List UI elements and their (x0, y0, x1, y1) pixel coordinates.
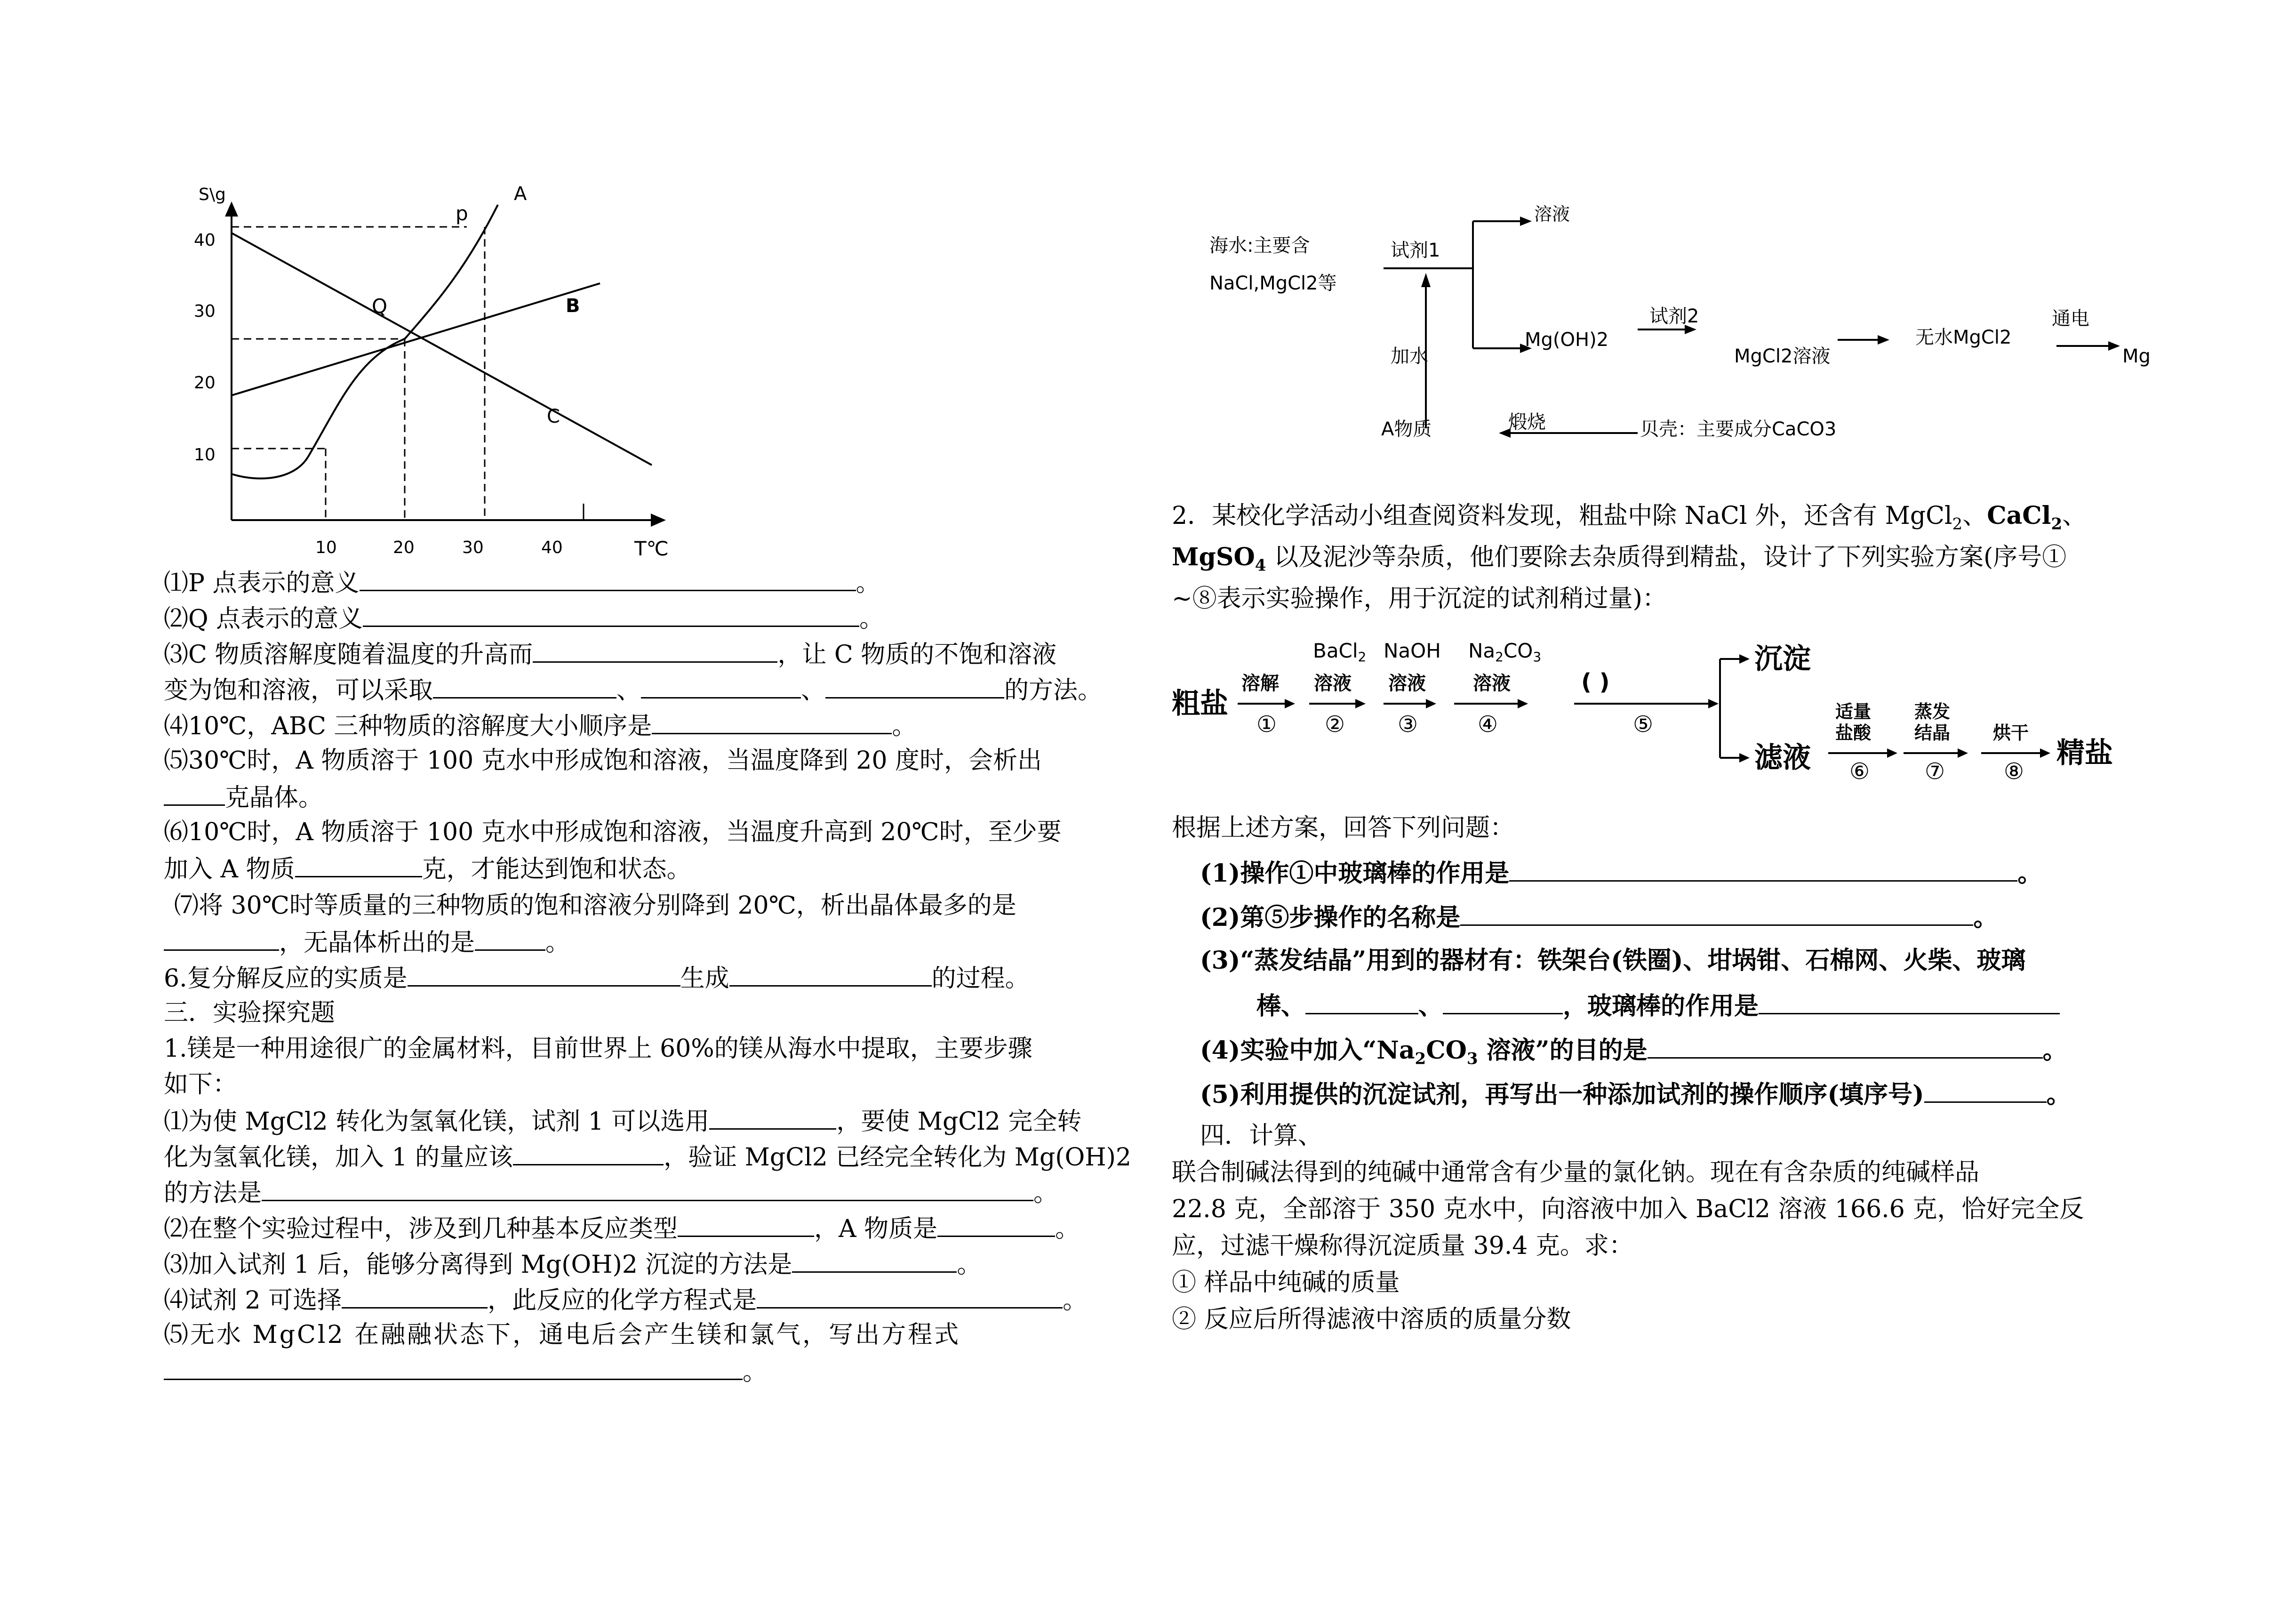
hcl-label-1: 适量 (1835, 701, 1872, 722)
curve-a-label: A (514, 183, 527, 205)
add-water-label: 加水 (1391, 345, 1428, 367)
hcl-label-2: 盐酸 (1835, 723, 1872, 743)
electrolysis-label: 通电 (2052, 308, 2089, 329)
a2-answer-blank[interactable] (1460, 898, 1973, 926)
bacl2-label: BaCl2 (1313, 639, 1367, 665)
q1-answer-blank[interactable] (360, 563, 856, 591)
mg-label: Mg (2122, 345, 2151, 367)
y-axis-label: S\g (199, 185, 226, 204)
q2-intro-text: 2．某校化学活动小组查阅资料发现，粗盐中除 NaCl 外，还含有 MgCl (1172, 502, 1952, 530)
naoh-label: NaOH (1384, 639, 1441, 662)
p3-answer-blank[interactable] (792, 1245, 957, 1273)
a-substance-label: A物质 (1381, 418, 1432, 440)
a3-equipment2-blank[interactable] (1443, 987, 1563, 1014)
q3-method2-blank[interactable] (641, 671, 801, 699)
calc-text-2: 22.8 克，全部溶于 350 克水中，向溶液中加入 BaCl2 溶液 166.6 克，恰好完全反 (1172, 1195, 2084, 1223)
q3-method1-blank[interactable] (433, 671, 616, 699)
q5-text: ⑸30℃时，A 物质溶于 100 克水中形成饱和溶液，当温度降到 20 度时，会析出 (164, 747, 1042, 775)
x-axis-label: T℃ (634, 537, 669, 560)
filtrate-label: 滤液 (1754, 741, 1811, 774)
refined-salt-label: 精盐 (2056, 737, 2113, 770)
y-tick-20: 20 (194, 373, 216, 393)
mgcl2-solution-label: MgCl2溶液 (1734, 345, 1831, 367)
q7-most-blank[interactable] (164, 923, 279, 951)
a5-answer-blank[interactable] (1924, 1075, 2047, 1103)
p2-types-blank[interactable] (678, 1209, 814, 1237)
p2-text: ⑵在整个实验过程中，涉及到几种基本反应类型 (164, 1215, 678, 1243)
answers-intro: 根据上述方案，回答下列问题： (1172, 814, 1515, 842)
evaporate-label-2: 结晶 (1914, 723, 1951, 743)
q4-answer-blank[interactable] (652, 707, 892, 734)
calc-text-3: 应，过滤干燥称得沉淀质量 39.4 克。求： (1172, 1232, 1633, 1260)
curve-b-label: B (566, 295, 580, 317)
q5-answer-blank[interactable] (164, 778, 225, 806)
mg-extraction-flowchart (1205, 188, 2184, 452)
crude-salt-label: 粗盐 (1172, 687, 1228, 720)
p1-method-blank[interactable] (262, 1173, 1033, 1201)
p4-equation-blank[interactable] (757, 1281, 1063, 1309)
step-4-number: ④ (1478, 711, 1498, 738)
step-5-number: ⑤ (1633, 711, 1654, 738)
curve-c (232, 233, 652, 465)
step-8-number: ⑧ (2004, 758, 2024, 785)
p5-equation-blank[interactable] (164, 1352, 743, 1380)
p5-text: ⑸无水 MgCl2 在融融状态下，通电后会产生镁和氯气，写出方程式 (164, 1321, 961, 1349)
a3-text: (3)“蒸发结晶”用到的器材有：铁架台(铁圈)、坩埚钳、石棉网、火柴、玻璃 (1200, 946, 2026, 975)
precipitate-label: 沉淀 (1754, 642, 1811, 675)
step-6-number: ⑥ (1849, 758, 1870, 785)
worksheet-page: S\g 40 30 20 10 10 20 30 40 T℃ p Q A B C ⑴P 点表示的意义 。 ⑵Q 点表示的意义 。 ⑶C 物质溶解度随着温度的升高而 ，让 C 物质的不饱和溶液 变为饱和溶液，可以采取 、 、 的方法。 ⑷10℃，ABC 三种物质的溶解度大小顺序是 。 ⑸30℃时，A 物质溶于 100 克水中形成饱和溶液，当温度降到 20 度时，会析出 克晶体。 ⑹10℃时，A 物质溶于 100 克水中形成饱和溶液，当温度升高到 20℃时，至少要 加入 A 物质 克，才能达到饱和状态。 ⑺将 30℃时等质量的三种物质的饱和溶液分别降到 20℃，析出晶体最多的是 ，无晶体析出的是 。 6.复分解反应的实质是 生成 的过程。 三．实验探究题 1.镁是一种用途很广的金属材料，目前世界上 60%的镁从海水中提取，主要步骤 如下： ⑴为使 MgCl2 转化为氢氧化镁，试剂 1 可以选用 ，要使 MgCl2 完全转 化为氢氧化镁，加入 1 的量应该 ，验证 MgCl2 已经完全转化为 Mg(OH)2 的方法是 。 ⑵在整个实验过程中，涉及到几种基本反应类型 ，A 物质是 。 ⑶加入试剂 1 后，能够分离得到 Mg(OH)2 沉淀的方法是 。 ⑷试剂 2 可选择 ，此反应的化学方程式是 。 ⑸无水 MgCl2 在融融状态下，通电后会产生镁和氯气，写出方程式 。 海水:主要含 NaCl,MgCl2等 试剂1 溶液 加水 Mg(OH)2 试剂2 MgCl2溶液 无水MgCl2 通电 Mg A物质 煅烧 贝壳：主要成分CaCO3 2．某校化学活动小组查阅资料发现，粗盐中除 NaCl 外，还含有 MgCl$_2$、CaCl$_2$、 MgSO$_4$ 以及泥沙等杂质，他们要除去杂质得到精盐，设计了下列实验方案(序号① ~⑧表示实验操作，用于沉淀的试剂稍过量)： 粗盐 溶解 BaCl2 溶液 NaOH 溶液 Na2CO3 溶液 ① ② ③ ④ ( ) ⑤ 沉淀 滤液 适量 盐酸 蒸发 结晶 烘干 ⑥ ⑦ ⑧ 精盐 根据上述方案，回答下列问题： (1)操作①中玻璃棒的作用是 。 (2)第⑤步操作的名称是 。 (3)“蒸发结晶”用到的器材有：铁架台(铁圈)、坩埚钳、石棉网、火柴、玻璃 棒、 、 ，玻璃棒的作用是 (4)实验中加入“$Na_2CO_3$ 溶液”的目的是 。 (5)利用提供的沉淀试剂，再写出一种添加试剂的操作顺序(填序号) 。 四．计算、 联合制碱法得到的纯碱中通常含有少量的氯化钠。现在有含杂质的纯碱样品 22.8 克，全部溶于 350 克水中，向溶液中加入 BaCl2 溶液 166.6 克，恰好完全反 应，过滤干燥称得沉淀质量 39.4 克。求： ① 样品中纯碱的质量 ② 反应后所得滤液中溶质的质量分数 (0, 0, 2296, 1622)
na2co3-label: Na2CO3 (1468, 639, 1542, 665)
x-tick-20: 20 (393, 538, 415, 557)
calcine-label: 煅烧 (1508, 411, 1546, 433)
bacl2-solution-label: 溶液 (1314, 673, 1352, 694)
reagent1-label: 试剂1 (1391, 240, 1440, 261)
shell-label: 贝壳：主要成分CaCO3 (1640, 418, 1837, 440)
solution-label: 溶液 (1534, 204, 1570, 225)
y-tick-40: 40 (194, 231, 216, 250)
x-tick-30: 30 (462, 538, 484, 557)
q7-none-blank[interactable] (475, 923, 545, 951)
anhydrous-mgcl2-label: 无水MgCl2 (1915, 327, 2012, 348)
x-tick-40: 40 (541, 538, 563, 557)
y-axis-arrow-icon (225, 201, 238, 217)
calc-question-2: ② 反应后所得滤液中溶质的质量分数 (1172, 1305, 1571, 1333)
q3-method3-blank[interactable] (825, 671, 1004, 699)
s6-blank1[interactable] (408, 959, 680, 987)
p1-reagent-blank[interactable] (709, 1102, 836, 1130)
x-axis-arrow-icon (651, 514, 666, 527)
seawater-label-1: 海水:主要含 (1209, 235, 1310, 257)
step-1-number: ① (1256, 711, 1277, 738)
p2-a-substance-blank[interactable] (937, 1209, 1055, 1237)
q2-text: ⑵Q 点表示的意义 (164, 605, 363, 633)
calc-question-1: ① 样品中纯碱的质量 (1172, 1269, 1400, 1297)
p1-text: ⑴为使 MgCl2 转化为氢氧化镁，试剂 1 可以选用 (164, 1108, 710, 1136)
p4-text: ⑷试剂 2 可选择 (164, 1286, 342, 1315)
y-tick-30: 30 (194, 302, 216, 321)
a3-rod-role-blank[interactable] (1759, 987, 2060, 1014)
p3-text: ⑶加入试剂 1 后，能够分离得到 Mg(OH)2 沉淀的方法是 (164, 1251, 792, 1279)
a2-text: (2)第⑤步操作的名称是 (1200, 903, 1461, 932)
q6-text: ⑹10℃时，A 物质溶于 100 克水中形成饱和溶液，当温度升高到 20℃时，至少要 (164, 818, 1062, 846)
step-3-number: ③ (1398, 711, 1418, 738)
solubility-graph (174, 179, 696, 565)
step-7-number: ⑦ (1925, 758, 1945, 785)
q3-answer-blank[interactable] (533, 635, 777, 663)
s6-text: 6.复分解反应的实质是 (164, 964, 408, 993)
q2-answer-blank[interactable] (363, 599, 859, 627)
q7-text: ⑺将 30℃时等质量的三种物质的饱和溶液分别降到 20℃，析出晶体最多的是 (174, 891, 1016, 920)
q1-text: ⑴P 点表示的意义 (164, 569, 360, 597)
seawater-label-2: NaCl,MgCl2等 (1209, 273, 1337, 294)
mgoh2-label: Mg(OH)2 (1525, 329, 1609, 351)
a1-answer-blank[interactable] (1509, 854, 2017, 882)
a4-text: (4)实验中加入“Na (1200, 1036, 1415, 1065)
reagent2-label: 试剂2 (1649, 305, 1699, 327)
dry-label: 烘干 (1993, 723, 2029, 743)
p4-reagent-blank[interactable] (342, 1281, 488, 1309)
q3-text: ⑶C 物质溶解度随着温度的升高而 (164, 641, 533, 669)
x-tick-10: 10 (315, 538, 337, 557)
na2co3-solution-label: 溶液 (1473, 673, 1511, 694)
point-p-label: p (456, 202, 468, 225)
naoh-solution-label: 溶液 (1388, 673, 1426, 694)
salt-purification-flowchart (1172, 633, 2184, 793)
a5-text: (5)利用提供的沉淀试剂，再写出一种添加试剂的操作顺序(填序号) (1200, 1080, 1924, 1109)
a1-text: (1)操作①中玻璃棒的作用是 (1200, 859, 1510, 888)
evaporate-label-1: 蒸发 (1914, 701, 1951, 722)
section4-heading: 四．计算、 (1200, 1122, 1323, 1150)
curve-a (232, 205, 498, 479)
p1-amount-blank[interactable] (513, 1138, 664, 1165)
a4-answer-blank[interactable] (1648, 1031, 2043, 1059)
point-q-label: Q (372, 295, 388, 318)
curve-c-label: C (547, 406, 560, 427)
e1-text: 1.镁是一种用途很广的金属材料，目前世界上 60%的镁从海水中提取，主要步骤 (164, 1035, 1032, 1063)
q6-answer-blank[interactable] (295, 850, 422, 877)
a3-equipment1-blank[interactable] (1305, 987, 1418, 1014)
dissolve-label: 溶解 (1241, 673, 1279, 694)
q4-text: ⑷10℃，ABC 三种物质的溶解度大小顺序是 (164, 712, 652, 740)
step-2-number: ② (1325, 711, 1345, 738)
y-tick-10: 10 (194, 445, 216, 465)
section3-heading: 三．实验探究题 (164, 999, 336, 1027)
calc-text-1: 联合制碱法得到的纯碱中通常含有少量的氯化钠。现在有含杂质的纯碱样品 (1172, 1158, 1980, 1187)
s6-blank2[interactable] (729, 959, 932, 987)
step-5-blank[interactable]: ( ) (1581, 669, 1610, 695)
